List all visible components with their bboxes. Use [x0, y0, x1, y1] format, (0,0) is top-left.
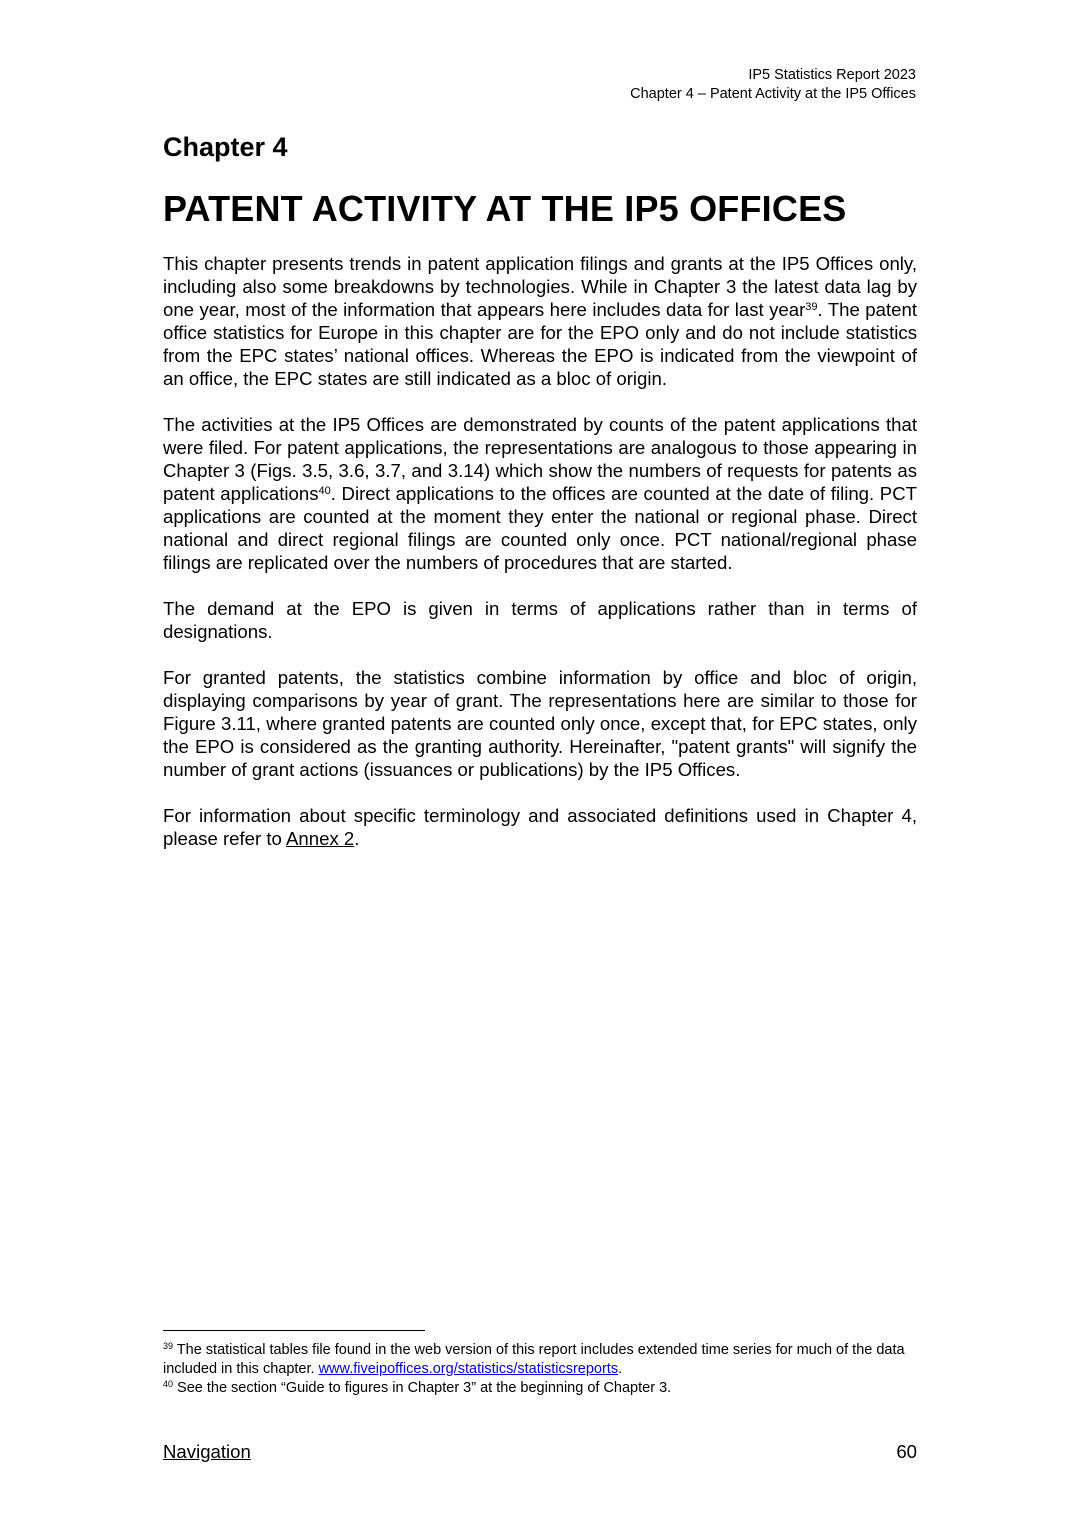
- chapter-label: Chapter 4: [163, 132, 288, 162]
- statistics-reports-link[interactable]: www.fiveipoffices.org/statistics/statisticsreports: [318, 1361, 619, 1377]
- footnote-ref-40[interactable]: 40: [318, 485, 331, 497]
- navigation-link[interactable]: Navigation: [163, 1441, 251, 1462]
- footnote-marker: 39: [163, 1341, 174, 1351]
- body-text: [163, 252, 917, 873]
- annex-2-link[interactable]: Annex 2: [286, 828, 355, 849]
- paragraph-granted: For granted patents, the statistics combine information by office and bloc of origin, displaying comparisons by year of grant. The representations here are similar to those for Figure 3.11, where granted patents are counted only once, except that, for EPC states, only the EPO is considered as the granting authority. Hereinafter, "patent grants" will signify the number of grant actions (issuances or publications) by the IP5 Offices.: [163, 667, 917, 780]
- paragraph-intro: This chapter presents trends in patent application filings and grants at the IP5 Offices only, including also some breakdowns by technologies. While in Chapter 3 the latest data lag by one year, most of the information that appears here includes data for last year$^{39}$. The patent office statistics for Europe in this chapter are for the EPO only and do not include statistics from the EPC states’ national offices. Whereas the EPO is indicated from the viewpoint of an office, the EPC states are still indicated as a bloc of origin.: [163, 253, 917, 389]
- chapter-title: PATENT ACTIVITY AT THE IP5 OFFICES: [163, 188, 847, 229]
- footnote-divider: [163, 1330, 425, 1331]
- footnote-40: $^{40}$ See the section “Guide to figures in Chapter 3” at the beginning of Chapter 3.: [163, 1379, 672, 1396]
- report-title: IP5 Statistics Report 2023: [748, 67, 916, 83]
- footnote-marker: 40: [163, 1379, 174, 1389]
- footnote-ref-39[interactable]: 39: [805, 301, 818, 313]
- footnote-39: $^{39}$ The statistical tables file found in the web version of this report includes extended time series for much of the data included in this chapter. www.fiveipoffices.org/statistics/statisticsreports.: [163, 1341, 905, 1377]
- paragraph-terminology: For information about specific terminology and associated definitions used in Chapter 4, please refer to Annex 2.: [163, 805, 917, 849]
- footnotes: [163, 1341, 923, 1398]
- chapter-subtitle: Chapter 4 – Patent Activity at the IP5 Offices: [630, 86, 916, 102]
- running-header: [630, 66, 916, 104]
- page-number: 60: [896, 1441, 917, 1462]
- paragraph-demand: The demand at the EPO is given in terms of applications rather than in terms of designations.: [163, 598, 917, 642]
- paragraph-activities: The activities at the IP5 Offices are demonstrated by counts of the patent applications that were filed. For patent applications, the representations are analogous to those appearing in Chapter 3 (Figs. 3.5, 3.6, 3.7, and 3.14) which show the numbers of requests for patents as patent applications$^{40}$. Direct applications to the offices are counted at the date of filing. PCT applications are counted at the moment they enter the national or regional phase. Direct national and direct regional filings are counted only once. PCT national/regional phase filings are replicated over the numbers of procedures that are started.: [163, 414, 917, 573]
